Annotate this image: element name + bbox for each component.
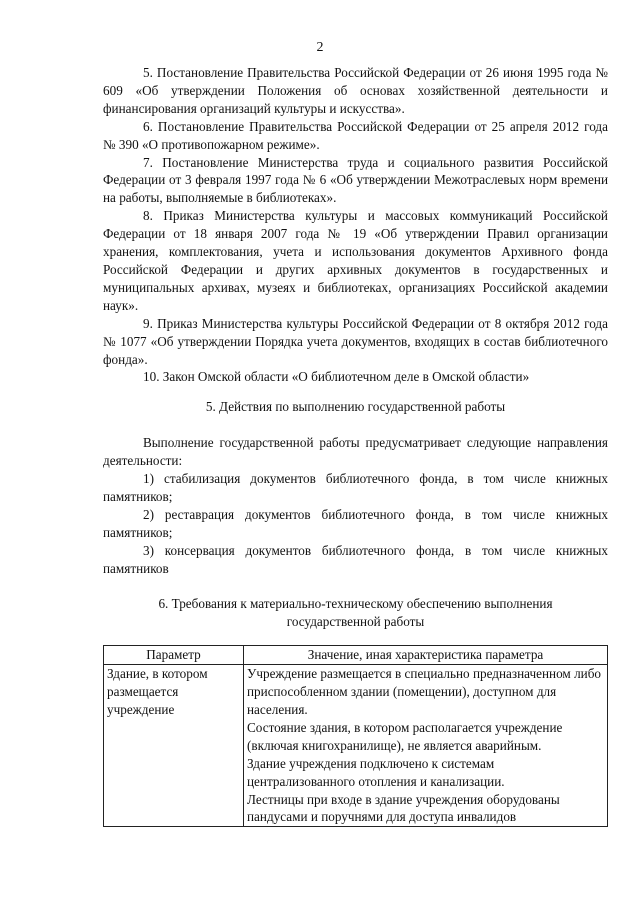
activity-item: 3) консервация документов библиотечного фонда, в том числе книжных памятников — [103, 542, 608, 576]
section-6-heading-line2: государственной работы — [286, 614, 425, 630]
list-item: 7. Постановление Министерства труда и социального развития Российской Федерации от 3 февраля 1997 года № 6 «Об утверждении Межотраслевых норм времени на работы, выполняемые в библиотеках». — [103, 154, 608, 206]
value-cell — [244, 665, 608, 827]
list-item: 8. Приказ Министерства культуры и массовых коммуникаций Российской Федерации от 18 января 2007 года № 19 «Об утверждении Правил организации хранения, комплектования, учета и использования документов Архивного фонда Российской Федерации и других архивных документов в государственных и муниципальных архивах, музеях и библиотеках, организациях Российской академии наук». — [103, 208, 608, 313]
section-5-intro: Выполнение государственной работы предусматривает следующие направления деятельности: — [103, 435, 608, 469]
activity-item: 1) стабилизация документов библиотечного фонда, в том числе книжных памятников; — [103, 471, 608, 504]
column-header-param: Параметр — [104, 646, 244, 665]
list-item: 9. Приказ Министерства культуры Российской Федерации от 8 октября 2012 года № 1077 «Об утверждении Порядка учета документов, входящих в состав библиотечного фонда». — [103, 315, 608, 367]
value-line: Состояние здания, в котором располагается учреждение (включая книгохранилище), не является аварийным. — [247, 719, 563, 753]
value-line: Лестницы при входе в здание учреждения оборудованы пандусами и поручнями для доступа инвалидов — [247, 791, 560, 825]
param-cell: Здание, в котором размещается учреждение — [104, 665, 244, 827]
requirements-table — [103, 645, 608, 827]
table-header-row — [104, 646, 608, 665]
column-header-value: Значение, иная характеристика параметра — [244, 646, 608, 665]
page-number: 2 — [316, 40, 324, 55]
list-item: 6. Постановление Правительства Российской Федерации от 25 апреля 2012 года № 390 «О противопожарном режиме». — [103, 118, 608, 152]
list-item: 10. Закон Омской области «О библиотечном деле в Омской области» — [143, 369, 530, 385]
document-body — [103, 64, 608, 827]
value-line: Учреждение размещается в специально предназначенном либо приспособленном здании (помещении), доступном для населения. — [247, 666, 602, 717]
table-row — [104, 665, 608, 827]
section-5-heading: 5. Действия по выполнению государственной работы — [205, 399, 506, 415]
section-6-heading-line1: 6. Требования к материально-техническому обеспечению выполнения — [158, 596, 553, 612]
value-line: Здание учреждения подключено к системам централизованного отопления и канализации. — [247, 755, 505, 789]
activity-item: 2) реставрация документов библиотечного фонда, в том числе книжных памятников; — [103, 506, 608, 540]
list-item: 5. Постановление Правительства Российской Федерации от 26 июня 1995 года № 609 «Об утверждении Положения об основах хозяйственной деятельности и финансирования организаций культуры и искусства». — [103, 65, 608, 116]
section-6-heading — [103, 595, 608, 631]
